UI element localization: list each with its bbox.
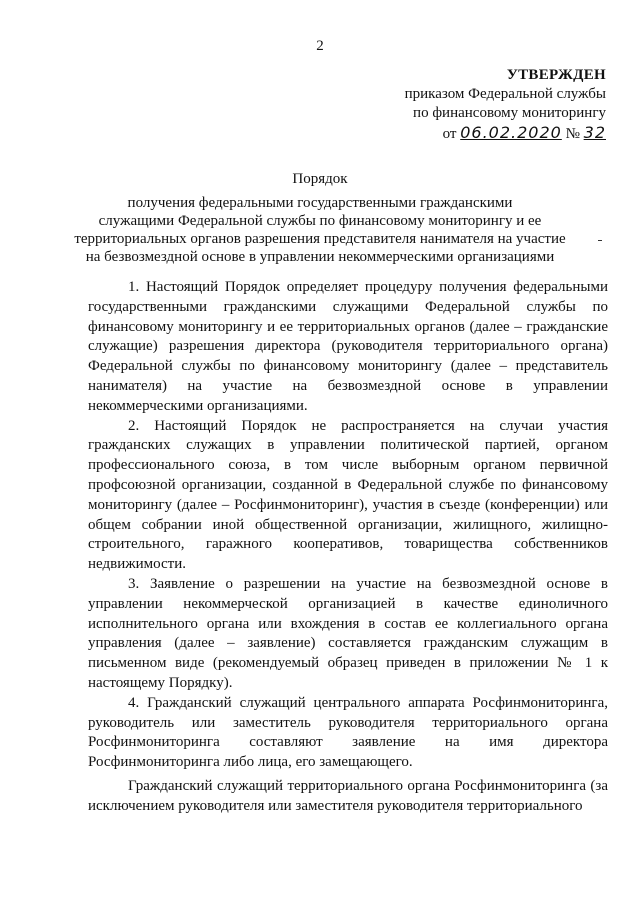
approval-block [405, 66, 606, 144]
title-line: территориальных органов разрешения представителя нанимателя на участие [74, 231, 566, 247]
approval-date-line [405, 123, 606, 144]
paragraph-5: Гражданский служащий территориального органа Росфинмониторинга (за исключением руководителя или заместителя руководителя территориального [88, 777, 608, 814]
paragraph-3: 3. Заявление о разрешении на участие на безвозмездной основе в управлении некоммерческой организацией в качестве единоличного исполнительного органа или вхождения в состав ее коллегиального органа управления (далее – заявление) составляется гражданским служащим в письменном виде (рекомендуемый образец приведен в приложении № 1 к настоящему Порядку). [88, 575, 608, 691]
approval-heading: УТВЕРЖДЕН [506, 67, 606, 83]
handwritten-date: 06.02.2020 [460, 123, 562, 142]
title-line: получения федеральными государственными гражданскими [127, 195, 513, 211]
date-prefix: от [442, 126, 457, 142]
document-title [60, 170, 580, 266]
title-line: на безвозмездной основе в управлении некоммерческими организациями [85, 249, 555, 265]
title-line: служащими Федеральной службы по финансовому мониторингу и ее [98, 213, 542, 229]
approval-line-1: приказом Федеральной службы [404, 86, 606, 102]
paragraph-1: 1. Настоящий Порядок определяет процедуру получения федеральными государственными гражданскими служащими Федеральной службы по финансовому мониторингу и ее территориальных органов (далее – гражданские служащие) разрешения директора (руководителя территориального органа) Федеральной службы по финансовому мониторингу (далее – представитель нанимателя) на участие на безвозмездной основе в управлении некоммерческими организациями. [88, 279, 608, 414]
approval-line-2: по финансовому мониторингу [413, 105, 606, 121]
scan-mark [598, 240, 602, 241]
title-heading: Порядок [292, 171, 348, 187]
paragraph-2: 2. Настоящий Порядок не распространяется на случаи участия гражданских служащих в управлении политической партией, органом профессионального союза, в том числе выборным органом первичной профсоюзной организации, созданной в Федеральной службе по финансовому мониторингу (далее – Росфинмониторинг), участия в съезде (конференции) или общем собрании иной общественной организации, жилищного, жилищно-строительного, гаражного кооперативов, товарищества собственников недвижимости. [88, 417, 608, 573]
document-body [88, 278, 608, 817]
page-number: 2 [316, 38, 324, 54]
number-prefix: № [565, 126, 580, 142]
paragraph-4: 4. Гражданский служащий центрального аппарата Росфинмониторинга, руководитель или заместитель руководителя территориального органа Росфинмониторинга составляют заявление на имя директора Росфинмониторинга либо лица, его замещающего. [88, 694, 608, 771]
handwritten-number: 32 [583, 123, 606, 142]
